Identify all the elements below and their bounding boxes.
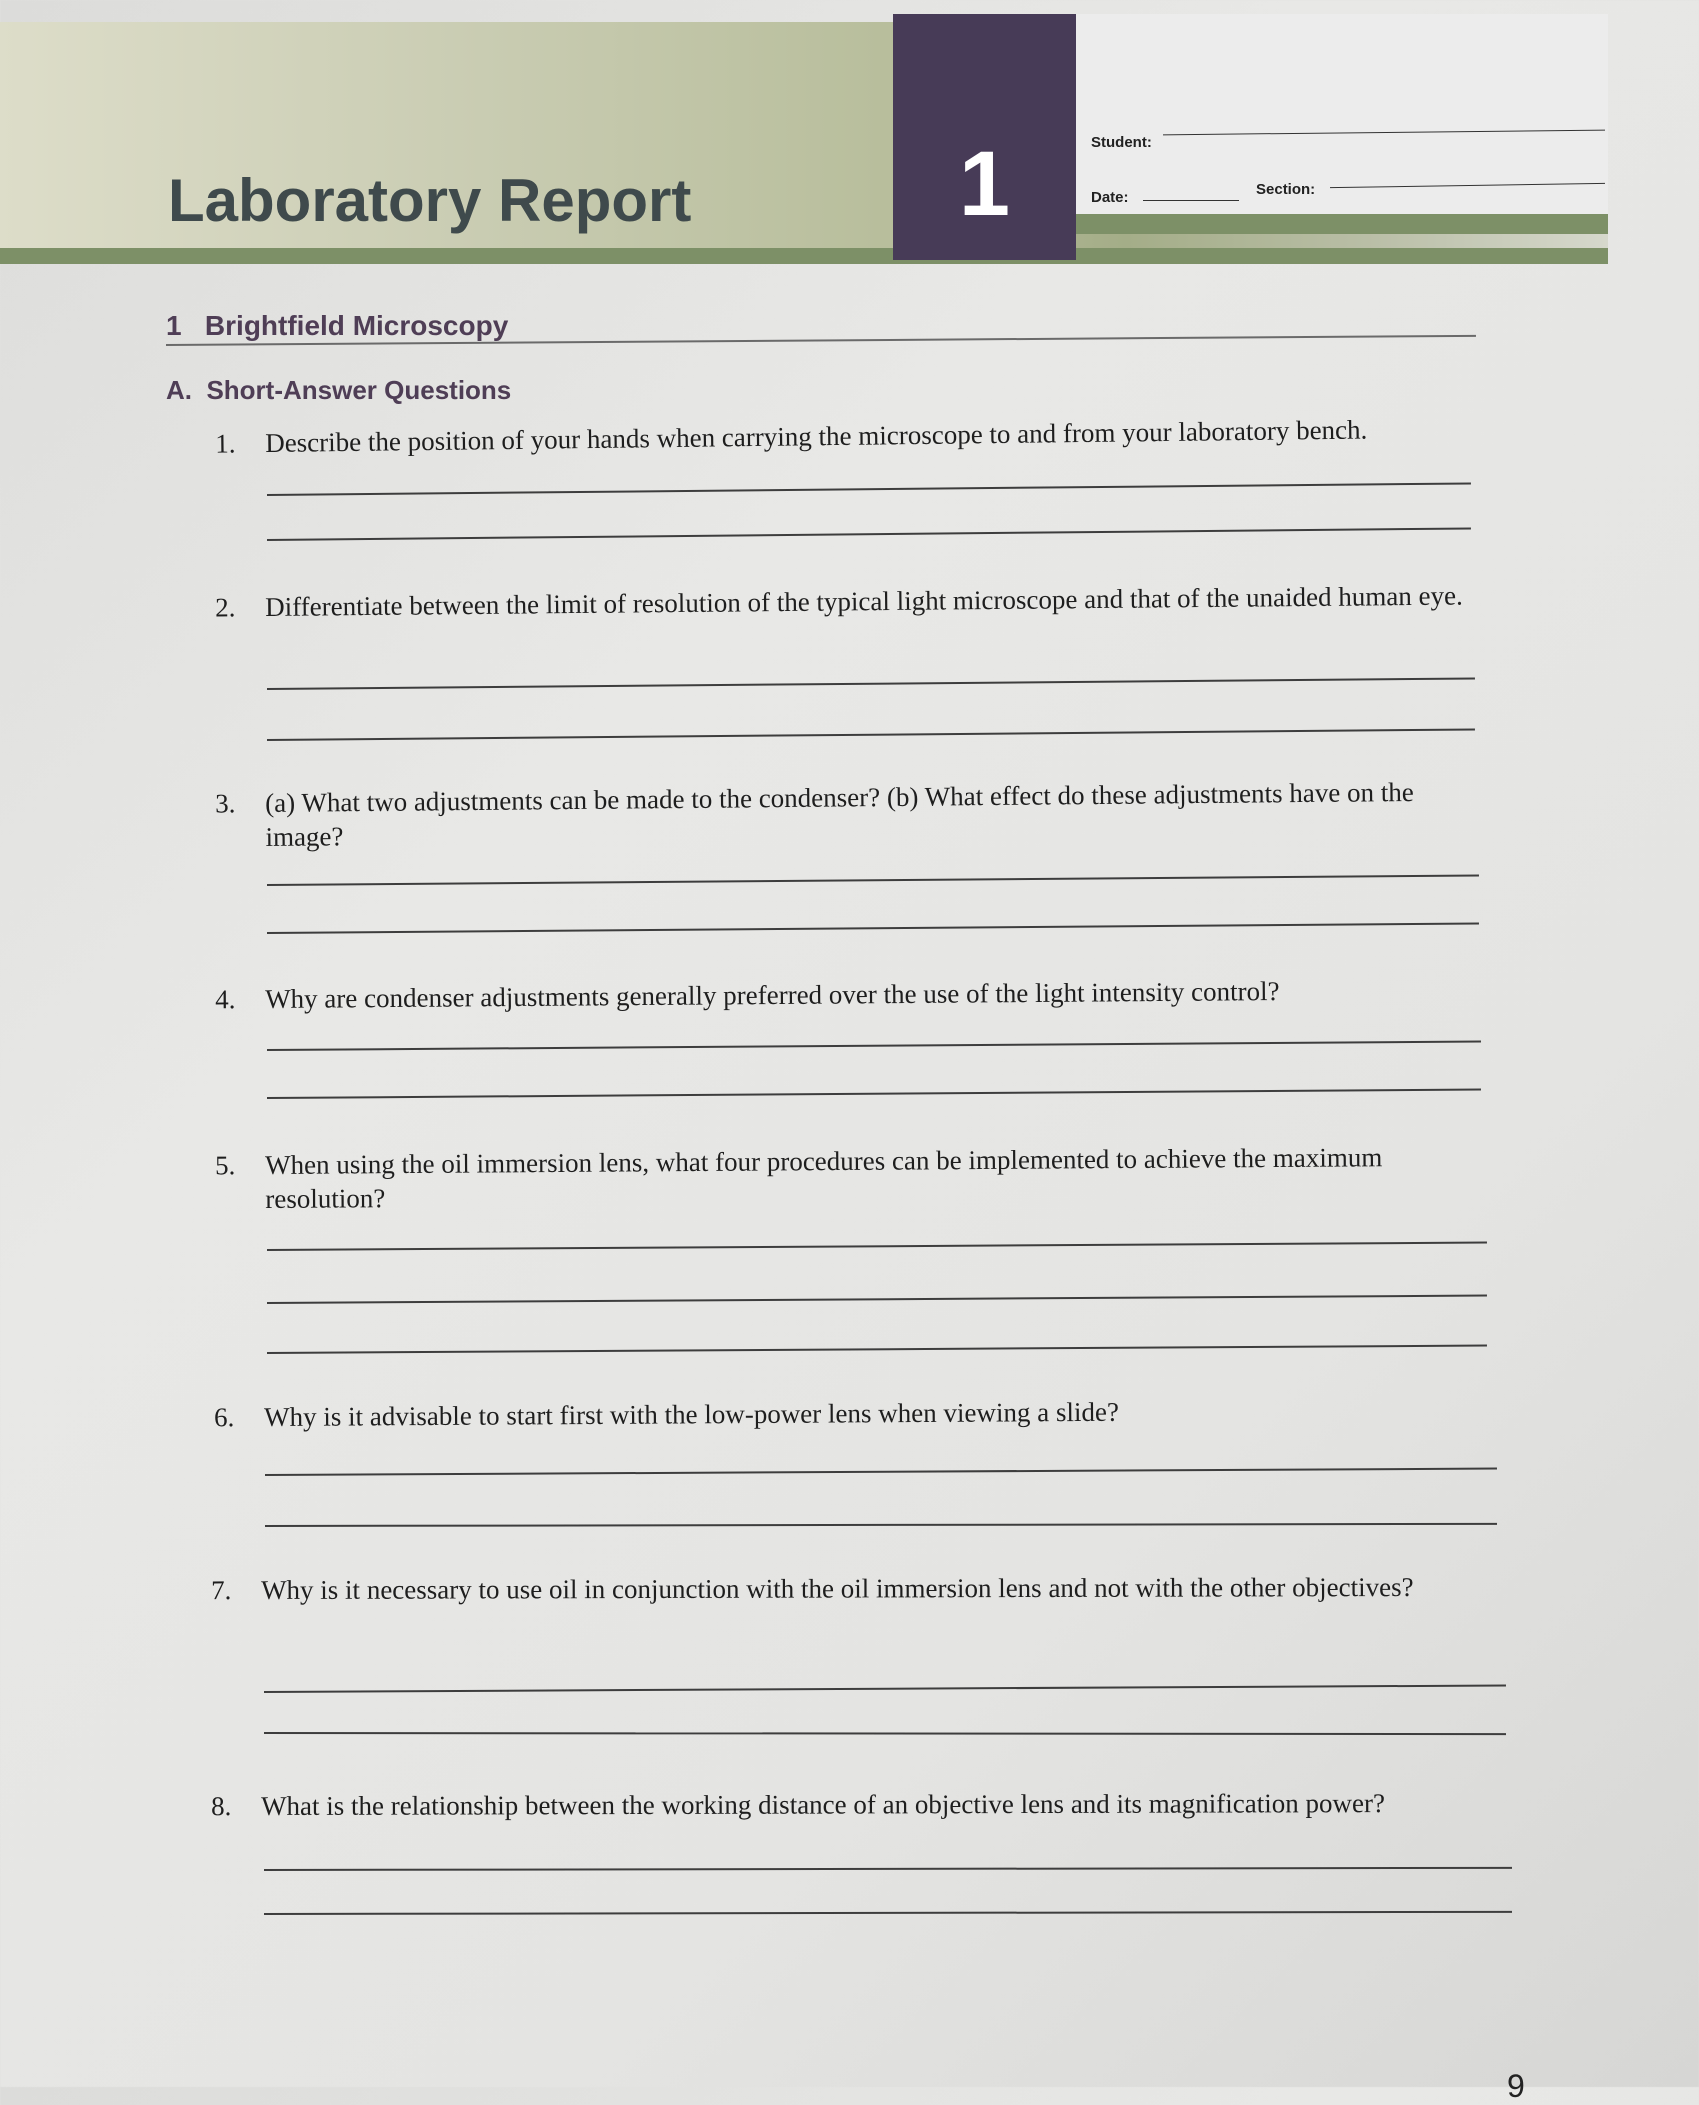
answer-line[interactable] (267, 922, 1479, 934)
subsection-heading (166, 375, 511, 406)
answer-line[interactable] (265, 1523, 1497, 1527)
question-3 (215, 774, 1491, 854)
answer-line[interactable] (267, 677, 1475, 690)
answer-line[interactable] (267, 1242, 1487, 1251)
question-number: 2. (215, 592, 236, 623)
answer-line[interactable] (267, 1041, 1481, 1051)
answer-line[interactable] (267, 1089, 1481, 1099)
question-1 (215, 411, 1465, 460)
answer-line[interactable] (264, 1732, 1506, 1735)
question-2 (215, 578, 1480, 624)
question-text: Why are condenser adjustments generally preferred over the use of the light intensity control? (265, 976, 1280, 1014)
question-5 (215, 1139, 1500, 1216)
answer-line[interactable] (267, 527, 1471, 541)
chapter-number: 1 (958, 133, 1011, 235)
answer-line[interactable] (267, 728, 1475, 741)
question-6 (214, 1393, 1484, 1434)
section-number: 1 (166, 310, 182, 341)
student-label: Student: (1091, 134, 1152, 151)
question-number: 1. (215, 428, 236, 459)
answer-line[interactable] (267, 1295, 1487, 1304)
question-7 (211, 1570, 1516, 1607)
answer-line[interactable] (267, 874, 1479, 886)
question-4 (215, 972, 1485, 1016)
question-number: 5. (215, 1150, 236, 1181)
subsection-title: Short-Answer Questions (206, 375, 512, 405)
question-text: What is the relationship between the working distance of an objective lens and its magnification power? (261, 1788, 1385, 1821)
question-number: 8. (211, 1791, 232, 1822)
question-text: Describe the position of your hands when carrying the microscope to and from your laboratory bench. (265, 414, 1368, 458)
section-label: Section: (1256, 181, 1316, 198)
question-number: 7. (211, 1575, 232, 1606)
date-field[interactable] (1143, 200, 1239, 201)
answer-line[interactable] (265, 1468, 1497, 1476)
answer-line[interactable] (267, 1345, 1487, 1354)
answer-line[interactable] (264, 1867, 1512, 1871)
question-8 (211, 1786, 1536, 1823)
page-number: 9 (1507, 2068, 1525, 2104)
header-accent-bar (0, 248, 1608, 264)
answer-line[interactable] (267, 482, 1471, 496)
answer-line[interactable] (264, 1911, 1512, 1915)
question-text: Why is it necessary to use oil in conjunction with the oil immersion lens and not with the other objectives? (261, 1571, 1414, 1605)
page-title: Laboratory Report (168, 167, 692, 234)
question-number: 6. (214, 1402, 235, 1433)
subsection-label: A. (166, 375, 192, 405)
question-number: 4. (215, 984, 236, 1015)
question-text: (a) What two adjustments can be made to the condenser? (b) What effect do these adjustments have on the image? (265, 776, 1414, 852)
question-text: Differentiate between the limit of resolution of the typical light microscope and that of the unaided human eye. (265, 580, 1463, 622)
question-text: When using the oil immersion lens, what four procedures can be implemented to achieve the maximum resolution? (265, 1142, 1383, 1214)
answer-line[interactable] (264, 1684, 1506, 1693)
question-number: 3. (215, 788, 236, 819)
date-label: Date: (1091, 189, 1129, 206)
chapter-badge (893, 14, 1076, 260)
header-accent-bar-right (1076, 214, 1608, 234)
question-text: Why is it advisable to start first with the low-power lens when viewing a slide? (264, 1396, 1119, 1432)
section-heading (166, 310, 508, 342)
section-title: Brightfield Microscopy (204, 310, 509, 341)
